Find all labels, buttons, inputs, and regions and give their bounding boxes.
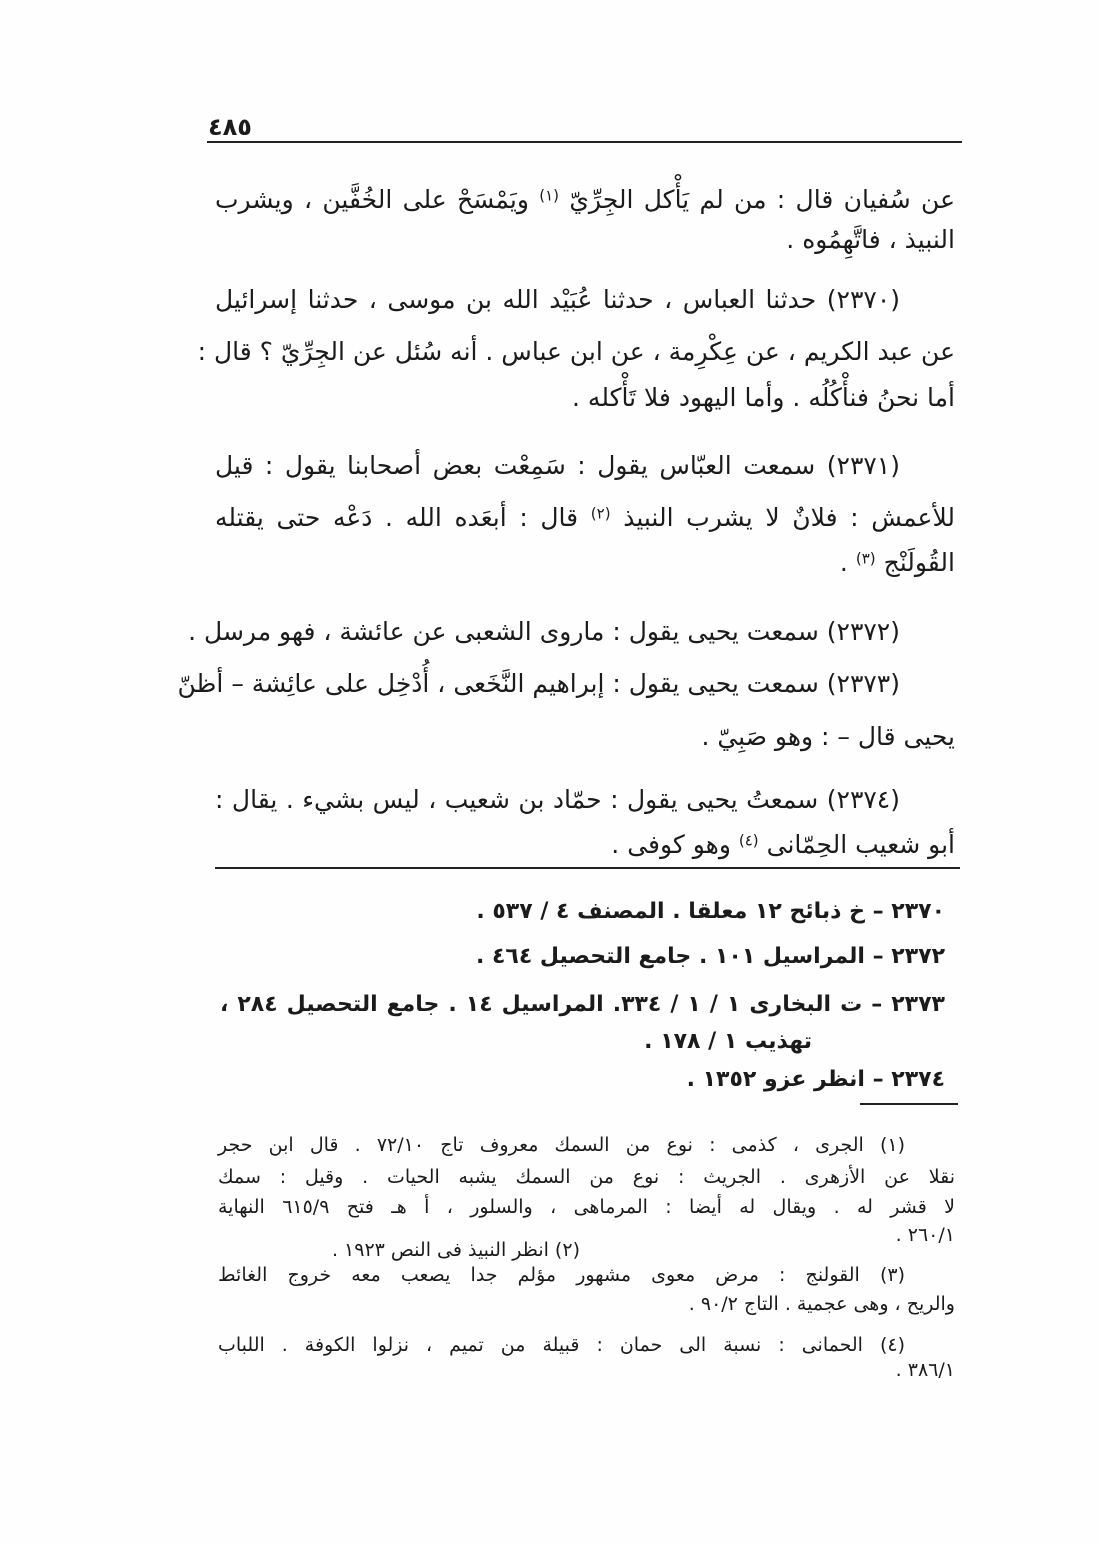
- line-text: سمعتُ يحيى يقول : حمّاد بن شعيب ، ليس بشيء . يقال :: [215, 785, 819, 814]
- entry-number: (٢٣٧١): [826, 451, 900, 480]
- line-text: سمعت يحيى يقول : ماروى الشعبى عن عائشة ، فهو مرسل .: [188, 617, 819, 646]
- footnote-line: ٣٨٦/١ .: [895, 1359, 955, 1381]
- line-text: سمعت يحيى يقول : إبراهيم النَّخَعى ، أُدْخِل على عائِشة – أظنّ: [177, 669, 819, 698]
- line-text: حدثنا العباس ، حدثنا عُبَيْد الله بن موسى ، حدثنا إسرائيل: [215, 285, 817, 314]
- source-reference-line: ٢٣٧٣ – ت البخارى ١ / ١ / ٣٣٤. المراسيل ١٤ . جامع التحصيل ٢٨٤ ،: [220, 992, 945, 1017]
- main-text-line: [215, 446, 900, 486]
- line-text: عن عبد الكريم ، عن عِكْرِمة ، عن ابن عباس . أنه سُئل عن الجِرِّيّ ؟ قال :: [197, 337, 955, 366]
- main-text-line: [215, 543, 955, 583]
- footnote-ref-marker: (٣): [855, 549, 876, 568]
- line-text: أبو شعيب الحِمّانى: [766, 830, 955, 859]
- header-rule: [207, 141, 962, 143]
- footnote-line: نقلا عن الأزهرى . الجريث : نوع من السمك يشبه الحيات . وقيل : سمك: [218, 1166, 955, 1188]
- footnote-line: (٤) الحمانى : نسبة الى حمان : قبيلة من تميم ، نزلوا الكوفة . اللباب: [218, 1334, 905, 1356]
- main-text-line: [215, 498, 955, 538]
- footnote-ref-marker: (٢): [590, 504, 611, 523]
- footnote-line: (٣) القولنج : مرض معوى مشهور مؤلم جدا يصعب معه خروج الغائط: [218, 1264, 905, 1286]
- source-reference-line: ٢٣٧٤ – انظر عزو ١٣٥٢ .: [686, 1067, 945, 1092]
- line-text: وهو كوفى .: [611, 830, 731, 859]
- source-reference-continuation: تهذيب ١ / ١٧٨ .: [644, 1029, 812, 1054]
- main-text-line: [215, 378, 955, 418]
- entry-number: (٢٣٧٣): [826, 669, 900, 698]
- footnote-line: والريح ، وهى عجمية . التاج ٩٠/٢ .: [688, 1293, 955, 1315]
- entry-number: (٢٣٧٢): [826, 617, 900, 646]
- footnote-line: ٢٦٠/١ .: [895, 1224, 955, 1246]
- entry-number: (٢٣٧٤): [826, 785, 900, 814]
- line-text: ويَمْسَحْ على الخُفَّين ، ويشرب: [215, 185, 529, 214]
- footnotes-separator-rule: [860, 1103, 958, 1105]
- line-text: القُولَنْج: [883, 548, 955, 577]
- source-reference-line: ٢٣٧٠ – خ ذبائح ١٢ معلقا . المصنف ٤ / ٥٣٧ .: [476, 899, 945, 924]
- main-text-line: [215, 180, 955, 220]
- line-text: قال : أبعَده الله . دَعْه حتى يقتله: [215, 503, 579, 532]
- line-text: .: [839, 548, 848, 577]
- line-text: عن سُفيان قال : من لم يَأْكل الجِرِّيّ: [569, 185, 955, 214]
- main-text-line: [215, 825, 955, 865]
- footnote-line: (٢) انظر النبيذ فى النص ١٩٢٣ .: [331, 1239, 580, 1261]
- main-text-line: [188, 612, 900, 652]
- page-number: ٤٨٥: [208, 113, 252, 141]
- main-text-separator-rule: [215, 867, 960, 869]
- main-text-line: [215, 280, 900, 320]
- footnote-ref-marker: (١): [539, 186, 560, 205]
- main-text-line: [177, 664, 900, 704]
- main-text-line: [215, 717, 955, 757]
- line-text: يحيى قال – : وهو صَبِيّ .: [701, 722, 955, 751]
- footnote-line: (١) الجرى ، كذمى : نوع من السمك معروف تاج ٧٢/١٠ . قال ابن حجر: [218, 1134, 905, 1156]
- line-text: للأعمش : فلانٌ لا يشرب النبيذ: [623, 503, 955, 532]
- source-reference-line: ٢٣٧٢ – المراسيل ١٠١ . جامع التحصيل ٤٦٤ .: [475, 944, 945, 969]
- entry-number: (٢٣٧٠): [826, 285, 901, 314]
- main-text-line: [197, 332, 955, 372]
- line-text: أما نحنُ فنأْكُلُه . وأما اليهود فلا تَأْكله .: [572, 383, 955, 412]
- footnote-ref-marker: (٤): [738, 831, 759, 850]
- main-text-line: [215, 220, 955, 260]
- line-text: سمعت العبّاس يقول : سَمِعْت بعض أصحابنا يقول : قيل: [215, 451, 816, 480]
- main-text-line: [215, 780, 900, 820]
- footnote-line: لا قشر له . ويقال له أيضا : المرماهى ، والسلور ، أ هـ فتح ٦١٥/٩ النهاية: [218, 1196, 955, 1218]
- line-text: النبيذ ، فاتَّهِمُوه .: [786, 225, 955, 254]
